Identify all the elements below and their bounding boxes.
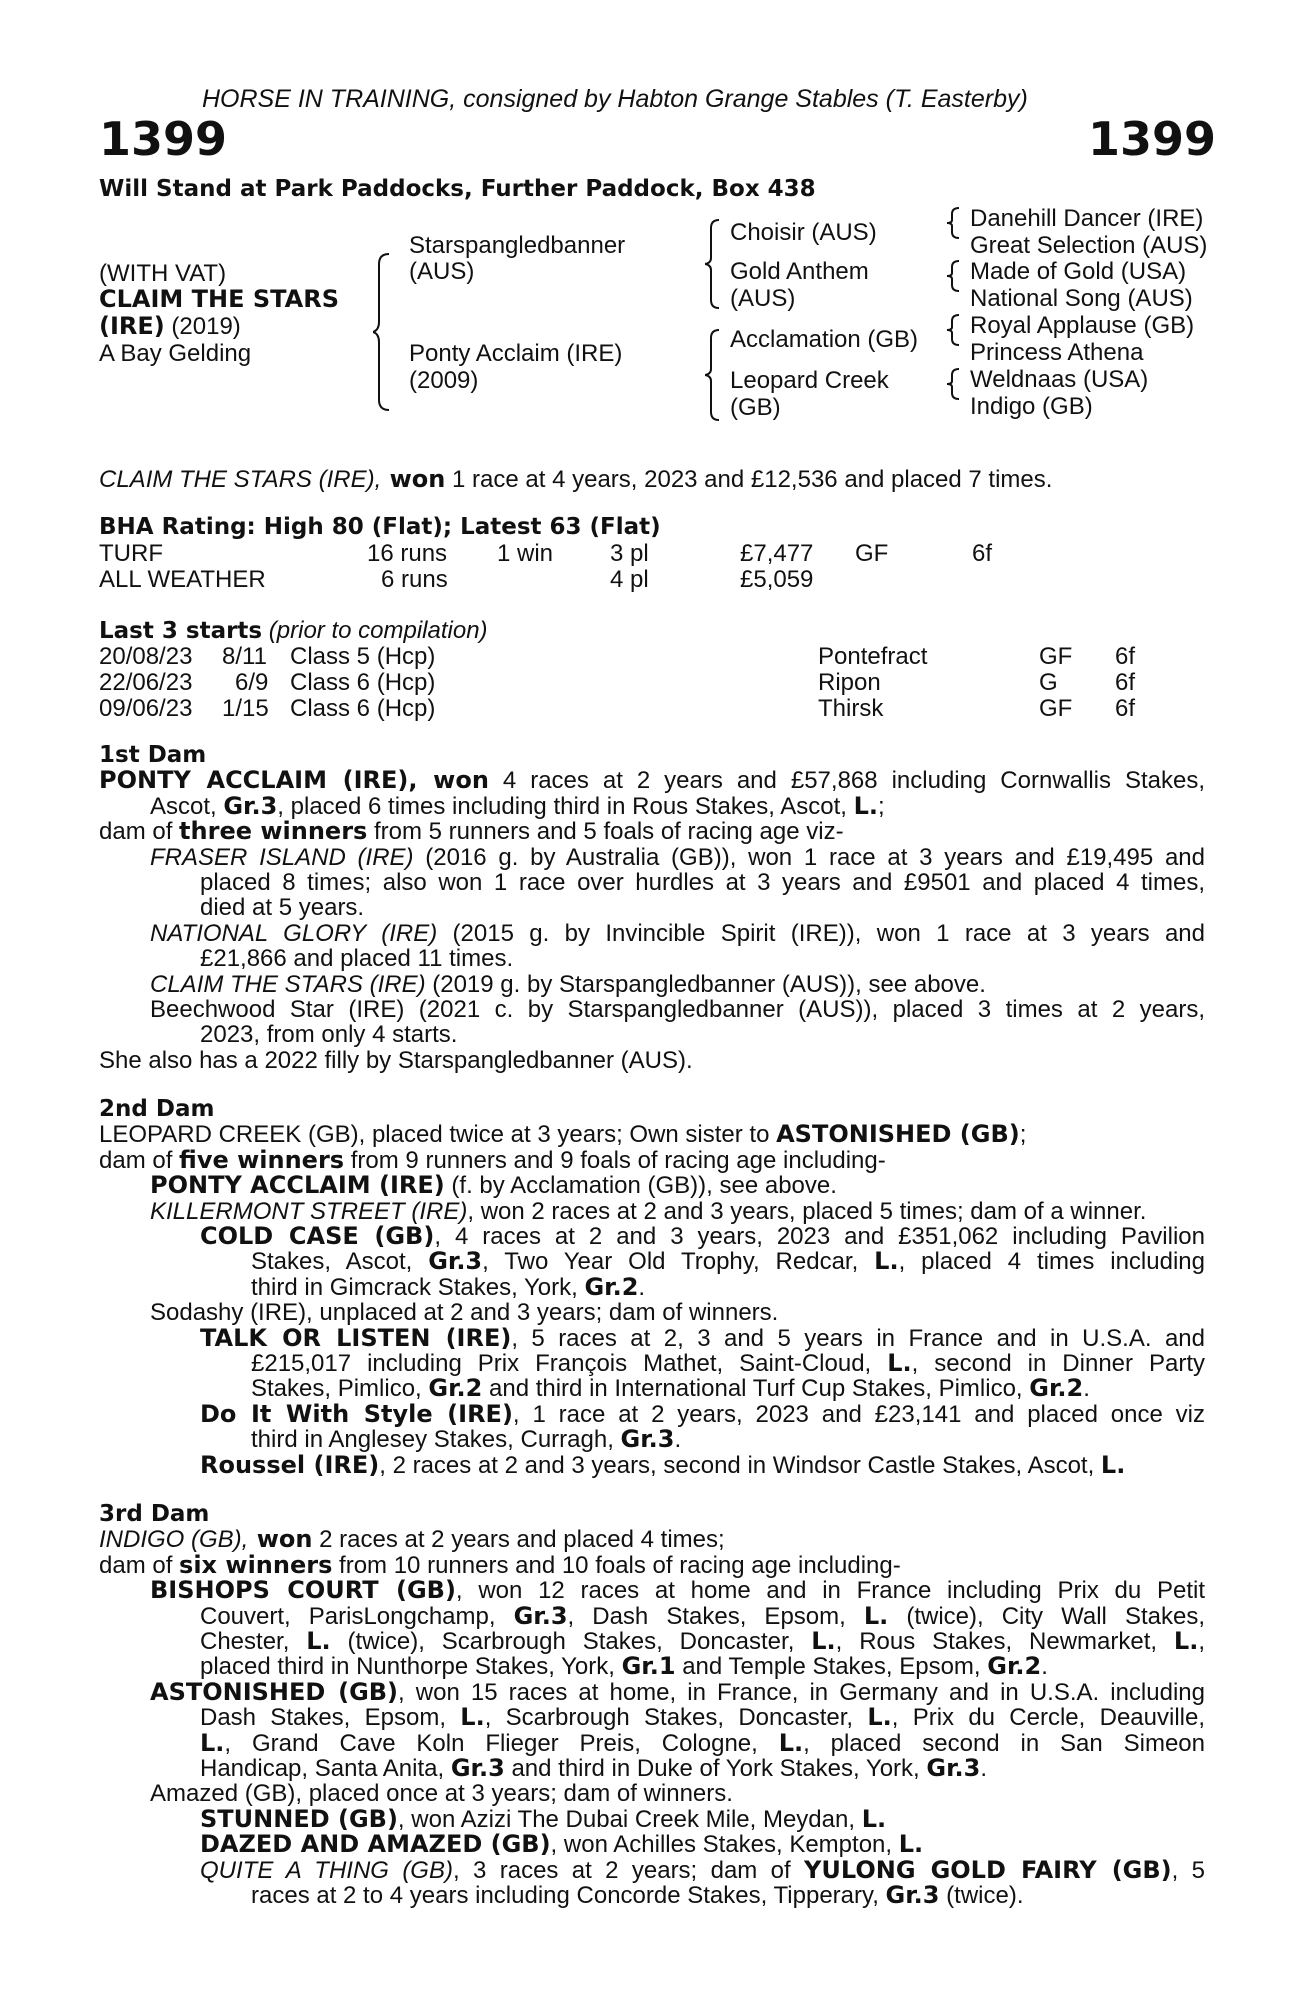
start-date: 20/08/23	[99, 643, 193, 670]
second-dam-section	[99, 1097, 1205, 1478]
third-dam-line: dam of six winners from 10 runners and 10 foals of racing age including-	[99, 1550, 901, 1579]
second-dam-line: COLD CASE (GB), 4 races at 2 and 3 years, 2023 and £351,062 including Pavilion	[200, 1222, 1205, 1251]
first-dam-section	[99, 743, 1205, 1073]
first-dam-line: £21,866 and placed 11 times.	[200, 945, 514, 973]
first-dam-line: 2023, from only 4 starts.	[200, 1021, 458, 1049]
horse-year: (2019)	[164, 313, 241, 340]
first-dam-line: dam of three winners from 5 runners and 5 foals of racing age viz-	[99, 817, 844, 846]
first-dam-line: CLAIM THE STARS (IRE) (2019 g. by Starspangledbanner (AUS)), see above.	[150, 970, 986, 998]
third-dam-line: DAZED AND AMAZED (GB), won Achilles Stakes, Kempton, L.	[200, 1830, 924, 1859]
bha-rating: BHA Rating: High 80 (Flat); Latest 63 (Flat)	[99, 514, 661, 540]
start-distance: 6f	[1115, 643, 1136, 670]
third-dam-line: Handicap, Santa Anita, Gr.3 and third in Duke of York Stakes, York, Gr.3.	[200, 1754, 987, 1783]
lot-number-right: 1399	[1088, 112, 1217, 166]
dam-dam-country: (GB)	[730, 394, 781, 421]
turf-placed: 3 pl	[610, 540, 649, 567]
start-going: G	[1039, 669, 1058, 696]
start-course: Pontefract	[818, 643, 928, 670]
sire-country: (AUS)	[409, 258, 475, 285]
pedigree-brace-main	[373, 252, 393, 412]
start-course: Ripon	[818, 669, 881, 696]
grandsire-1: Danehill Dancer (IRE)	[970, 205, 1204, 232]
second-dam-line: Roussel (IRE), 2 races at 2 and 3 years, second in Windsor Castle Stakes, Ascot, L.	[200, 1450, 1126, 1479]
second-dam-line: KILLERMONT STREET (IRE), won 2 races at 2 and 3 years, placed 5 times; dam of a winner.	[150, 1197, 1147, 1225]
first-dam-title: 1st Dam	[99, 742, 207, 768]
second-dam-title: 2nd Dam	[99, 1096, 215, 1122]
second-dam-line: third in Gimcrack Stakes, York, Gr.2.	[251, 1272, 646, 1301]
second-dam-line: Do It With Style (IRE), 1 race at 2 years, 2023 and £23,141 and placed once viz	[200, 1399, 1206, 1428]
third-dam-line: Couvert, ParisLongchamp, Gr.3, Dash Stakes, Epsom, L. (twice), City Wall Stakes,	[200, 1601, 1205, 1630]
start-class: Class 6 (Hcp)	[290, 669, 436, 696]
summary-text: 1 race at 4 years, 2023 and £12,536 and placed 7 times.	[445, 466, 1053, 493]
start-position: 8/11	[222, 643, 267, 670]
stand-location: Will Stand at Park Paddocks, Further Paddock, Box 438	[99, 176, 816, 202]
grandsire-2: Made of Gold (USA)	[970, 258, 1187, 285]
last-starts-note: (prior to compilation)	[262, 617, 488, 644]
third-dam-section	[99, 1502, 1205, 1909]
second-dam-line: Stakes, Pimlico, Gr.2 and third in International Turf Cup Stakes, Pimlico, Gr.2.	[251, 1374, 1090, 1403]
start-distance: 6f	[1115, 695, 1136, 722]
turf-label: TURF	[99, 540, 163, 567]
second-dam-line: TALK OR LISTEN (IRE), 5 races at 2, 3 and 5 years in France and in U.S.A. and	[200, 1323, 1205, 1352]
summary-horse: CLAIM THE STARS (IRE),	[99, 466, 382, 493]
turf-prize: £7,477	[740, 540, 814, 567]
last-starts-title: Last 3 starts	[99, 618, 263, 644]
aw-runs: 6 runs	[381, 566, 448, 593]
granddam-3: Princess Athena	[970, 339, 1144, 366]
first-dam-line: NATIONAL GLORY (IRE) (2015 g. by Invincible Spirit (IRE)), won 1 race at 3 years and	[150, 919, 1205, 947]
sire-name: Starspangledbanner	[409, 232, 626, 259]
third-dam-line: STUNNED (GB), won Azizi The Dubai Creek Mile, Meydan, L.	[200, 1804, 887, 1833]
vat-note: (WITH VAT)	[99, 260, 227, 287]
sire-dam-country: (AUS)	[730, 285, 796, 312]
turf-going: GF	[855, 540, 889, 567]
granddam-2: National Song (AUS)	[970, 285, 1193, 312]
turf-wins: 1 win	[497, 540, 554, 567]
horse-name: CLAIM THE STARS	[99, 285, 339, 313]
first-dam-line: PONTY ACCLAIM (IRE), won 4 races at 2 years and £57,868 including Cornwallis Stakes,	[99, 766, 1206, 795]
dam-year: (2009)	[409, 367, 479, 394]
second-dam-line: LEOPARD CREEK (GB), placed twice at 3 years; Own sister to ASTONISHED (GB);	[99, 1120, 1027, 1149]
brace-g4	[946, 367, 962, 401]
start-course: Thirsk	[818, 695, 884, 722]
brace-g3	[946, 313, 962, 347]
horse-description: A Bay Gelding	[99, 340, 252, 367]
first-dam-line: FRASER ISLAND (IRE) (2016 g. by Australia (GB)), won 1 race at 3 years and £19,495 and	[150, 843, 1206, 871]
start-position: 1/15	[222, 695, 269, 722]
grandsire-4: Weldnaas (USA)	[970, 366, 1149, 393]
granddam-1: Great Selection (AUS)	[970, 232, 1208, 259]
second-dam-line: dam of five winners from 9 runners and 9 foals of racing age including-	[99, 1145, 886, 1174]
horse-name-line2	[99, 312, 241, 341]
second-dam-line: £215,017 including Prix François Mathet, Saint-Cloud, L., second in Dinner Party	[251, 1349, 1206, 1378]
turf-distance: 6f	[972, 540, 993, 567]
third-dam-line: ASTONISHED (GB), won 15 races at home, in France, in Germany and in U.S.A. including	[150, 1677, 1205, 1706]
pedigree-brace-dam	[705, 328, 723, 422]
first-dam-line: died at 5 years.	[200, 894, 365, 922]
third-dam-line: placed third in Nunthorpe Stakes, York, Gr.1 and Temple Stakes, Epsom, Gr.2.	[200, 1652, 1048, 1681]
dam-dam: Leopard Creek	[730, 367, 889, 394]
third-dam-line: Amazed (GB), placed once at 3 years; dam of winners.	[150, 1780, 733, 1808]
second-dam-line: third in Anglesey Stakes, Curragh, Gr.3.	[251, 1425, 682, 1454]
granddam-4: Indigo (GB)	[970, 393, 1093, 420]
lot-number-left: 1399	[99, 112, 228, 166]
grandsire-3: Royal Applause (GB)	[970, 312, 1195, 339]
turf-runs: 16 runs	[367, 540, 448, 567]
start-class: Class 5 (Hcp)	[290, 643, 436, 670]
aw-placed: 4 pl	[610, 566, 649, 593]
third-dam-line: QUITE A THING (GB), 3 races at 2 years; dam of YULONG GOLD FAIRY (GB), 5	[200, 1855, 1206, 1884]
race-summary	[99, 465, 1052, 494]
first-dam-line: Ascot, Gr.3, placed 6 times including third in Rous Stakes, Ascot, L.;	[150, 791, 885, 820]
aw-prize: £5,059	[740, 566, 814, 593]
second-dam-line: Stakes, Ascot, Gr.3, Two Year Old Trophy, Redcar, L., placed 4 times including	[251, 1247, 1205, 1276]
start-class: Class 6 (Hcp)	[290, 695, 436, 722]
second-dam-line: Sodashy (IRE), unplaced at 2 and 3 years; dam of winners.	[150, 1299, 779, 1327]
third-dam-line: races at 2 to 4 years including Concorde Stakes, Tipperary, Gr.3 (twice).	[251, 1881, 1024, 1910]
dam-sire: Acclamation (GB)	[730, 326, 919, 353]
brace-g2	[946, 259, 962, 293]
brace-g1	[946, 206, 962, 240]
dam-name: Ponty Acclaim (IRE)	[409, 340, 623, 367]
first-dam-line: She also has a 2022 filly by Starspangledbanner (AUS).	[99, 1046, 693, 1074]
start-position: 6/9	[235, 669, 269, 696]
third-dam-line: INDIGO (GB), won 2 races at 2 years and placed 4 times;	[99, 1525, 725, 1554]
sire-dam: Gold Anthem	[730, 258, 869, 285]
start-distance: 6f	[1115, 669, 1136, 696]
start-date: 09/06/23	[99, 695, 193, 722]
pedigree-brace-sire	[705, 218, 723, 310]
first-dam-line: placed 8 times; also won 1 race over hurdles at 3 years and £9501 and placed 4 times,	[200, 869, 1205, 897]
third-dam-line: BISHOPS COURT (GB), won 12 races at home and in France including Prix du Petit	[150, 1576, 1205, 1605]
start-going: GF	[1039, 695, 1073, 722]
sire-sire: Choisir (AUS)	[730, 219, 877, 246]
start-date: 22/06/23	[99, 669, 193, 696]
third-dam-line: L., Grand Cave Koln Flieger Preis, Cologne, L., placed second in San Simeon	[200, 1728, 1205, 1757]
third-dam-line: Chester, L. (twice), Scarbrough Stakes, Doncaster, L., Rous Stakes, Newmarket, L.,	[200, 1627, 1206, 1656]
last-starts-heading	[99, 617, 488, 645]
consignor-line: HORSE IN TRAINING, consigned by Habton Grange Stables (T. Easterby)	[202, 85, 1028, 113]
first-dam-line: Beechwood Star (IRE) (2021 c. by Starspangledbanner (AUS)), placed 3 times at 2 years,	[150, 996, 1205, 1024]
summary-won: won	[381, 465, 446, 493]
aw-label: ALL WEATHER	[99, 566, 266, 593]
third-dam-line: Dash Stakes, Epsom, L., Scarbrough Stakes, Doncaster, L., Prix du Cercle, Deauville,	[200, 1703, 1205, 1732]
start-going: GF	[1039, 643, 1073, 670]
third-dam-title: 3rd Dam	[99, 1501, 210, 1527]
horse-country: (IRE)	[99, 312, 165, 340]
second-dam-line: PONTY ACCLAIM (IRE) (f. by Acclamation (GB)), see above.	[150, 1171, 837, 1200]
